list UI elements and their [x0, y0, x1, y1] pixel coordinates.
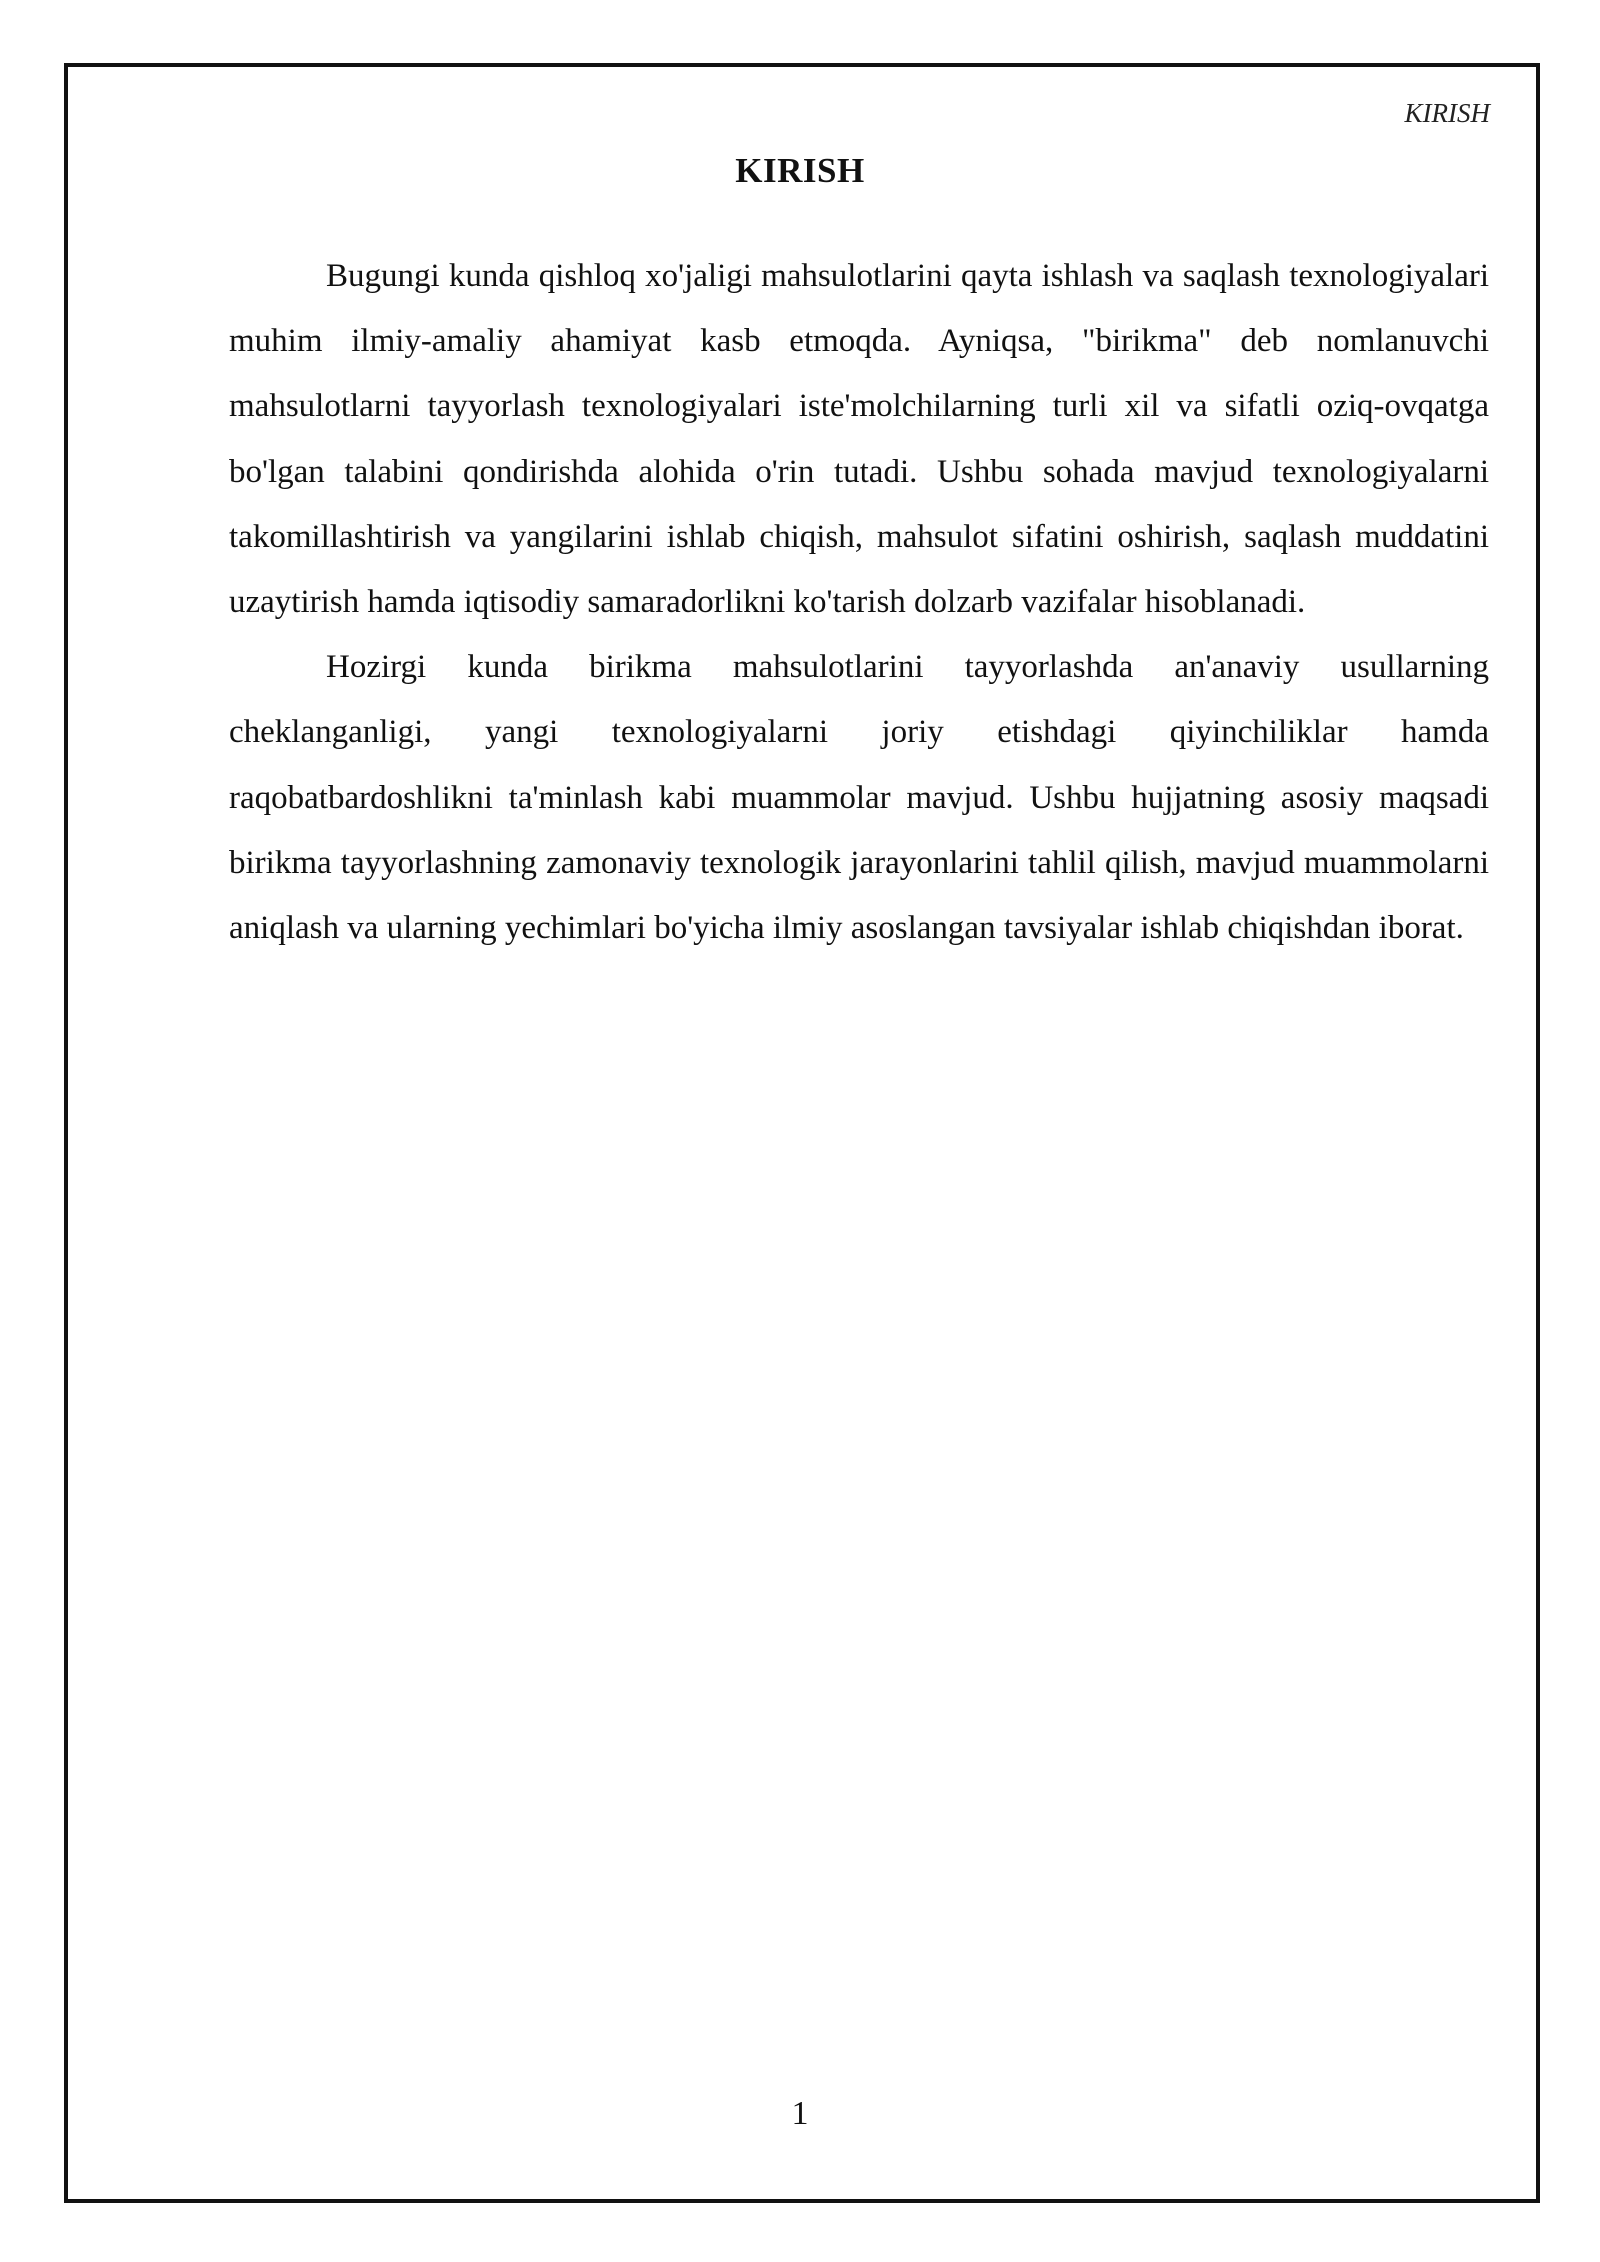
page-number: 1: [791, 2095, 809, 2132]
paragraph-purpose: Hozirgi kunda birikma mahsulotlarini tayyorlashda an'anaviy usullarning cheklanganligi, yangi texnologiyalarni joriy etishdagi qiyinchiliklar hamda raqobatbardoshlikni ta'minlash kabi muammolar mavjud. Ushbu hujjatning asosiy maqsadi birikma tayyorlashning zamonaviy texnologik jarayonlarini tahlil qilish, mavjud muammolarni aniqlash va ularning yechimlari bo'yicha ilmiy asoslangan tavsiyalar ishlab chiqishdan iborat.: [229, 649, 1489, 947]
running-header: KIRISH: [1404, 98, 1490, 128]
body-text: [229, 244, 1489, 961]
page-title: KIRISH: [735, 151, 865, 190]
paragraph-intro: Bugungi kunda qishloq xo'jaligi mahsulotlarini qayta ishlash va saqlash texnologiyalari muhim ilmiy-amaliy ahamiyat kasb etmoqda. Ayniqsa, "birikma" deb nomlanuvchi mahsulotlarni tayyorlash texnologiyalari iste'molchilarning turli xil va sifatli oziq-ovqatga bo'lgan talabini qondirishda alohida o'rin tutadi. Ushbu sohada mavjud texnologiyalarni takomillashtirish va yangilarini ishlab chiqish, mahsulot sifatini oshirish, saqlash muddatini uzaytirish hamda iqtisodiy samaradorlikni ko'tarish dolzarb vazifalar hisoblanadi.: [229, 258, 1489, 621]
